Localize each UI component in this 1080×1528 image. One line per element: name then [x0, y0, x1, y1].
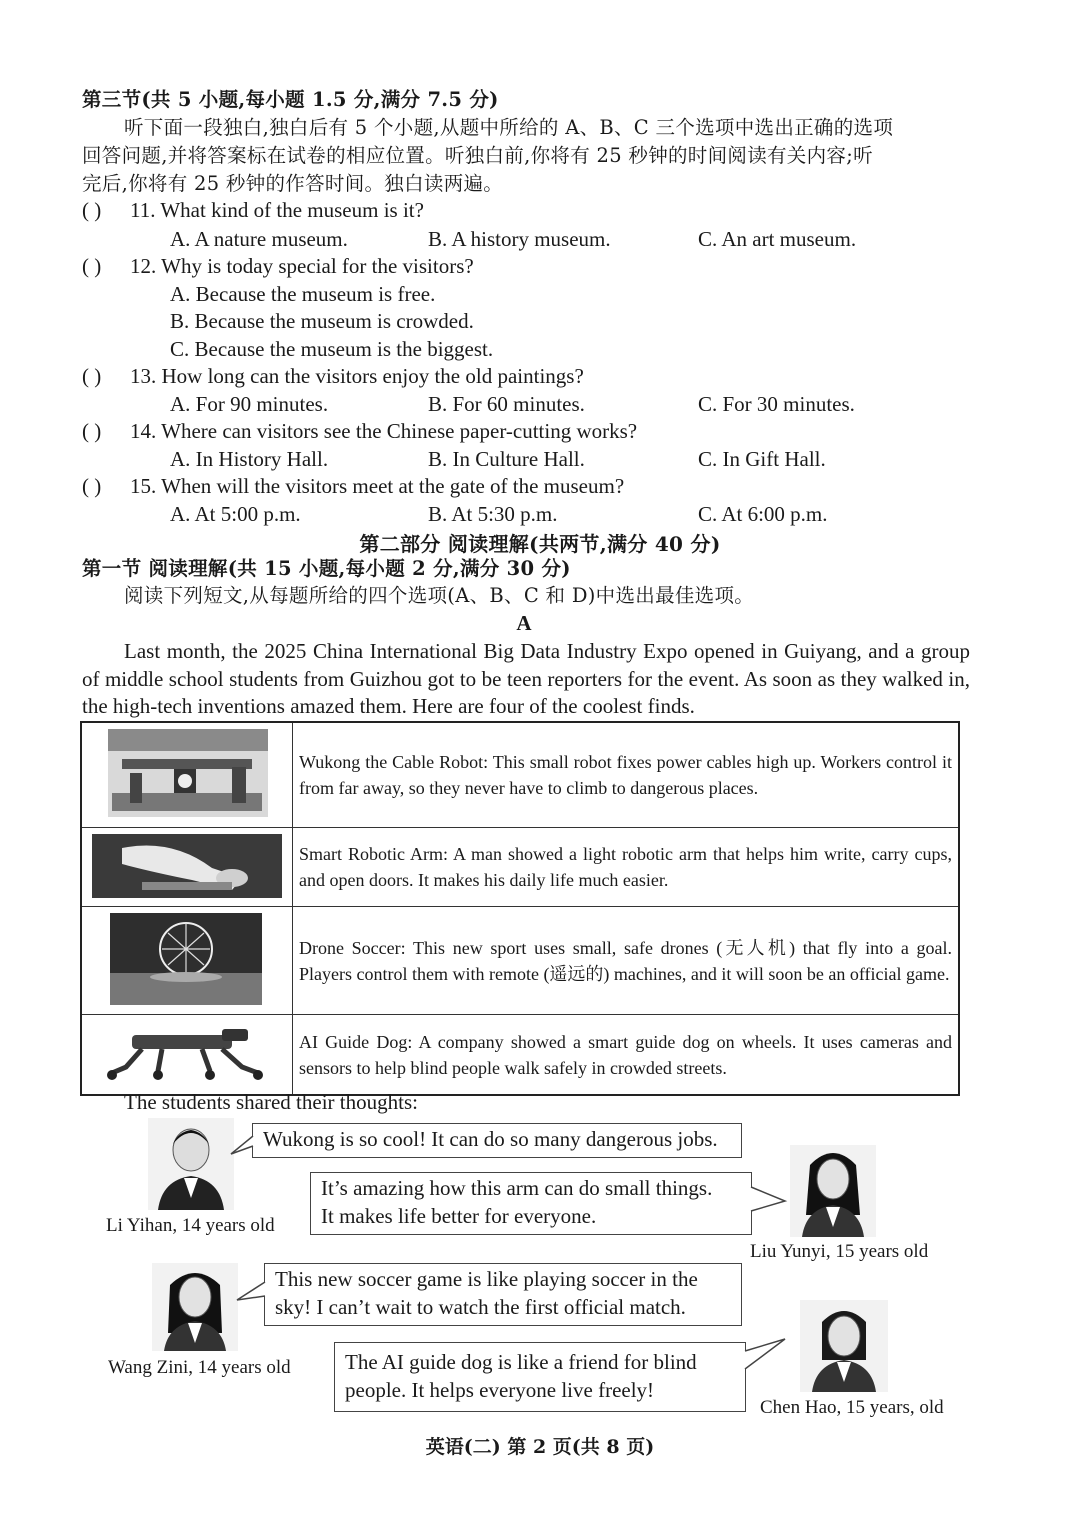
- chen-hao-photo: [800, 1300, 888, 1392]
- li-yihan-photo: [148, 1118, 234, 1210]
- guide-dog-photo: [81, 1015, 293, 1096]
- answer-blank[interactable]: ( ): [82, 254, 102, 278]
- robotic-arm-photo: [81, 828, 293, 907]
- question-stem: 14. Where can visitors see the Chinese paper-cutting works?: [130, 419, 638, 443]
- part2-instruction: 阅读下列短文,从每题所给的四个选项(A、B、C 和 D)中选出最佳选项。: [124, 584, 755, 607]
- section3-instruction-2: 回答问题,并将答案标在试卷的相应位置。听独白前,你将有 25 秒钟的时间阅读有关内容;听: [82, 144, 873, 167]
- section3-instruction-1: 听下面一段独白,独白后有 5 个小题,从题中所给的 A、B、C 三个选项中选出正确的选项: [124, 116, 894, 139]
- student-name: Wang Zini, 14 years old: [108, 1357, 291, 1378]
- inventions-table: [80, 721, 960, 1096]
- question-13: [82, 364, 882, 390]
- question-12: [82, 254, 882, 280]
- invention-description: Smart Robotic Arm: A man showed a light robotic arm that helps him write, carry cups, and open doors. It makes his daily life much easier.: [293, 828, 960, 907]
- bubble-text: Wukong is so cool! It can do so many dangerous jobs.: [263, 1127, 718, 1151]
- page-footer: 英语(二) 第 2 页(共 8 页): [425, 1436, 655, 1458]
- option-a: A. Because the museum is free.: [170, 282, 436, 306]
- question-11: [82, 198, 882, 224]
- option-a: A. For 90 minutes.: [170, 392, 329, 416]
- answer-blank[interactable]: ( ): [82, 419, 102, 443]
- part2-section1-title: 第一节 阅读理解(共 15 小题,每小题 2 分,满分 30 分): [82, 557, 571, 580]
- answer-blank[interactable]: ( ): [82, 474, 102, 498]
- question-14: [82, 419, 882, 445]
- wang-zini-photo: [152, 1263, 238, 1351]
- bubble-text: sky! I can’t wait to watch the first official match.: [275, 1294, 686, 1319]
- table-row: [81, 907, 959, 1015]
- question-15: [82, 474, 882, 500]
- option-b: B. Because the museum is crowded.: [170, 309, 474, 333]
- question-stem: 13. How long can the visitors enjoy the old paintings?: [130, 364, 584, 388]
- liu-yunyi-photo: [790, 1145, 876, 1237]
- section3-title: 第三节(共 5 小题,每小题 1.5 分,满分 7.5 分): [82, 88, 499, 111]
- table-row: [81, 722, 959, 828]
- section3-instruction-3: 完后,你将有 25 秒钟的作答时间。独白读两遍。: [82, 172, 504, 195]
- option-b: B. At 5:30 p.m.: [428, 502, 558, 526]
- bubble-text: It makes life better for everyone.: [321, 1203, 597, 1228]
- table-row: [81, 828, 959, 907]
- student-name: Chen Hao, 15 years, old: [760, 1397, 944, 1418]
- question-stem: 15. When will the visitors meet at the gate of the museum?: [130, 474, 625, 498]
- bubble-tail: [237, 1282, 265, 1310]
- drone-soccer-photo: [81, 907, 293, 1015]
- option-c: C. At 6:00 p.m.: [698, 502, 828, 526]
- answer-blank[interactable]: ( ): [82, 364, 102, 388]
- bubble-tail: [231, 1136, 253, 1158]
- option-a: A. In History Hall.: [170, 447, 329, 471]
- invention-description: Wukong the Cable Robot: This small robot fixes power cables high up. Workers control it from far away, so they never have to climb to dangerous places.: [293, 722, 960, 828]
- bubble-text: people. It helps everyone live freely!: [345, 1377, 655, 1402]
- option-b: B. In Culture Hall.: [428, 447, 585, 471]
- table-row: [81, 1015, 959, 1096]
- cable-robot-photo: [81, 722, 293, 828]
- option-a: A. At 5:00 p.m.: [170, 502, 301, 526]
- student-name: Li Yihan, 14 years old: [106, 1215, 275, 1236]
- speech-bubble: [264, 1263, 742, 1326]
- speech-bubble: [252, 1123, 742, 1158]
- passage-letter: A: [516, 611, 532, 635]
- bubble-tail: [745, 1339, 787, 1375]
- option-c: C. In Gift Hall.: [698, 447, 826, 471]
- option-c: C. For 30 minutes.: [698, 392, 855, 416]
- speech-bubble: [334, 1342, 746, 1412]
- part2-title: 第二部分 阅读理解(共两节,满分 40 分): [359, 532, 721, 556]
- option-c: C. An art museum.: [698, 227, 857, 251]
- bubble-text: The AI guide dog is like a friend for blind: [345, 1350, 697, 1374]
- passage-intro: Last month, the 2025 China International Big Data Industry Expo opened in Guiyang, and a group of middle school students from Guizhou got to be teen reporters for the event. As soon as they walked in, the high-tech inventions amazed them. Here are four of the coolest finds.: [82, 639, 970, 718]
- invention-description: Drone Soccer: This new sport uses small, safe drones (无人机) that fly into a goal. Players control them with remote (遥远的) machines, and it will soon be an official game.: [293, 907, 960, 1015]
- question-stem: 11. What kind of the museum is it?: [130, 198, 424, 222]
- thoughts-intro: The students shared their thoughts:: [124, 1090, 418, 1114]
- bubble-tail: [751, 1185, 787, 1215]
- option-c: C. Because the museum is the biggest.: [170, 337, 494, 361]
- speech-bubble: [310, 1172, 752, 1235]
- bubble-text: It’s amazing how this arm can do small things.: [321, 1176, 713, 1200]
- option-b: B. For 60 minutes.: [428, 392, 585, 416]
- option-a: A. A nature museum.: [170, 227, 348, 251]
- student-name: Liu Yunyi, 15 years old: [750, 1241, 929, 1262]
- option-b: B. A history museum.: [428, 227, 611, 251]
- invention-description: AI Guide Dog: A company showed a smart guide dog on wheels. It uses cameras and sensors to help blind people walk safely in crowded streets.: [293, 1015, 960, 1096]
- answer-blank[interactable]: ( ): [82, 198, 102, 222]
- question-stem: 12. Why is today special for the visitors?: [130, 254, 474, 278]
- bubble-text: This new soccer game is like playing soccer in the: [275, 1267, 698, 1291]
